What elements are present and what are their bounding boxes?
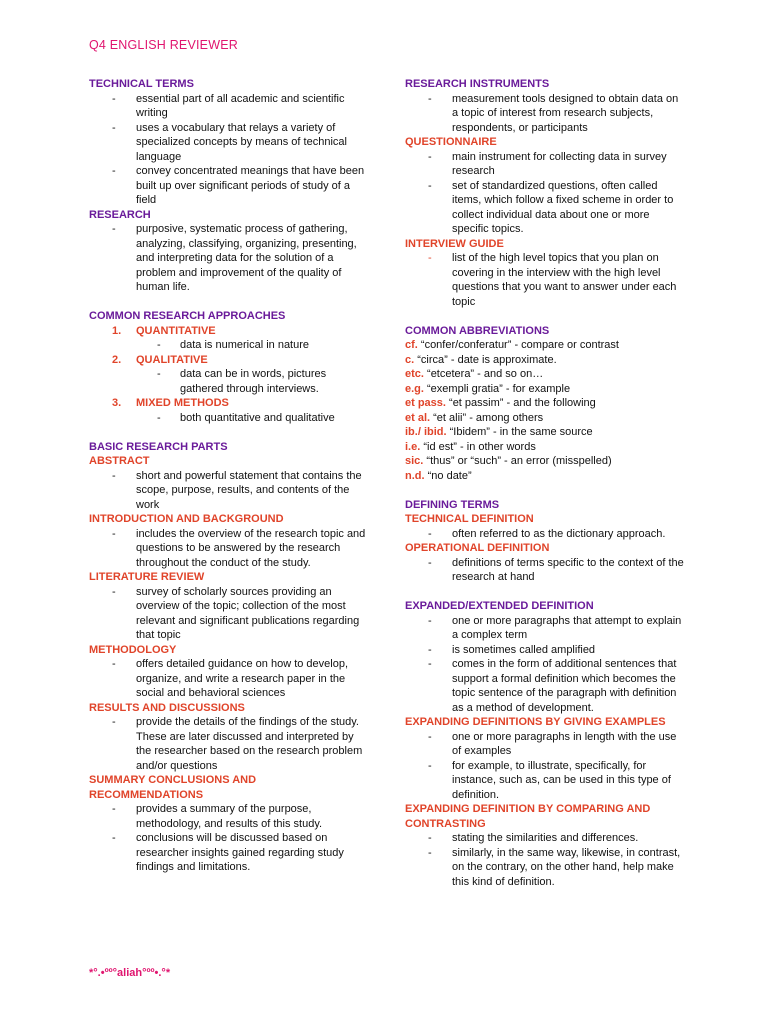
list-item: - convey concentrated meanings that have been built up over significant periods of study of a field — [89, 164, 369, 208]
list-item: - one or more paragraphs in length with the use of examples — [405, 730, 685, 759]
approach-item — [89, 324, 369, 353]
list-item: - essential part of all academic and scientific writing — [89, 92, 369, 121]
approach-item — [89, 353, 369, 397]
list-item: - uses a vocabulary that relays a variety of specialized concepts by means of technical language — [89, 121, 369, 165]
list-item: - is sometimes called amplified — [405, 643, 685, 658]
abbreviation-desc: “confer/conferatur” - compare or contrast — [417, 339, 619, 351]
abbreviation-term: et pass. — [405, 397, 446, 409]
list-item: - list of the high level topics that you plan on covering in the interview with the high level questions that you want to answer under each topic — [405, 251, 685, 309]
list-item: - conclusions will be discussed based on researcher insights gained regarding study findings and limitations. — [89, 831, 369, 875]
heading-literature-review: LITERATURE REVIEW — [89, 571, 205, 583]
abbreviation-row — [405, 454, 685, 469]
heading-giving-examples: EXPANDING DEFINITIONS BY GIVING EXAMPLES — [405, 716, 666, 728]
list-item: - measurement tools designed to obtain data on a topic of interest from research subjects, respondents, or participants — [405, 92, 685, 136]
heading-research-approaches: COMMON RESEARCH APPROACHES — [89, 310, 286, 322]
approach-label: QUALITATIVE — [136, 353, 208, 366]
technical-terms-list — [89, 92, 369, 208]
heading-summary: SUMMARY CONCLUSIONS AND RECOMMENDATIONS — [89, 774, 257, 801]
heading-questionnaire: QUESTIONNAIRE — [405, 136, 497, 148]
abbreviation-desc: “et passim” - and the following — [445, 397, 596, 409]
abbreviation-desc: “exempli gratia” - for example — [423, 382, 571, 395]
abbreviation-row — [405, 353, 685, 368]
list-item: - stating the similarities and differences. — [405, 831, 685, 846]
abbreviation-term: e.g. — [405, 382, 424, 395]
list-item: - data can be in words, pictures gathered through interviews. — [89, 367, 369, 396]
heading-comparing-contrasting: EXPANDING DEFINITION BY COMPARING AND CONTRASTING — [405, 803, 651, 830]
page-title: Q4 ENGLISH REVIEWER — [89, 38, 238, 52]
abbreviation-desc: “circa” - date is approximate. — [414, 353, 557, 366]
abbreviation-term: et al. — [405, 411, 431, 424]
abbreviation-row — [405, 425, 685, 440]
abbreviation-term: n.d. — [405, 469, 425, 482]
abbreviation-desc: “Ibidem” - in the same source — [446, 426, 593, 438]
abbreviation-row — [405, 440, 685, 455]
list-item: - provide the details of the findings of the study. These are later discussed and interpreted by the researcher based on the research problem and/or questions — [89, 715, 369, 773]
list-item: - purposive, systematic process of gathering, analyzing, classifying, organizing, presenting, and interpreting data for the solution of a problem and improvement of the quality of human life. — [89, 222, 369, 295]
abbreviation-term: etc. — [405, 368, 424, 380]
list-item: - definitions of terms specific to the context of the research at hand — [405, 556, 685, 585]
heading-technical-terms: TECHNICAL TERMS — [89, 78, 194, 90]
list-item: - main instrument for collecting data in survey research — [405, 150, 685, 179]
footer-signature: *°.•ºº°aliah°ºº•.°* — [89, 967, 171, 979]
list-item: - data is numerical in nature — [89, 338, 369, 353]
list-item: - offers detailed guidance on how to develop, organize, and write a research paper in the social and behavioral sciences — [89, 657, 369, 701]
abbreviation-desc: “et alii” - among others — [430, 411, 544, 424]
right-column — [405, 77, 685, 889]
approaches-list — [89, 324, 369, 426]
list-item: - often referred to as the dictionary approach. — [405, 527, 685, 542]
heading-basic-research-parts: BASIC RESEARCH PARTS — [89, 440, 228, 453]
heading-research-instruments: RESEARCH INSTRUMENTS — [405, 78, 550, 90]
list-item: - survey of scholarly sources providing an overview of the topic; collection of the most relevant and significant publications regarding that topic — [89, 585, 369, 643]
left-column — [89, 77, 369, 875]
abbreviation-desc: “etcetera” - and so on… — [423, 368, 544, 380]
abbreviation-term: cf. — [405, 339, 418, 351]
heading-common-abbreviations: COMMON ABBREVIATIONS — [405, 324, 550, 337]
heading-abstract: ABSTRACT — [89, 455, 150, 467]
approach-number: 1. — [112, 324, 122, 337]
abbreviation-desc: “thus” or “such” - an error (misspelled) — [423, 455, 612, 467]
abbreviation-row — [405, 469, 685, 484]
abbreviation-row — [405, 411, 685, 426]
list-item: - comes in the form of additional sentences that support a formal definition which becomes the topic sentence of the paragraph with definition as a method of development. — [405, 657, 685, 715]
heading-operational-definition: OPERATIONAL DEFINITION — [405, 542, 550, 554]
heading-expanded-definition: EXPANDED/EXTENDED DEFINITION — [405, 600, 594, 612]
heading-research: RESEARCH — [89, 208, 151, 221]
heading-introduction: INTRODUCTION AND BACKGROUND — [89, 513, 284, 525]
heading-interview-guide: INTERVIEW GUIDE — [405, 237, 504, 250]
approach-number: 2. — [112, 353, 122, 366]
abbreviation-row — [405, 396, 685, 411]
abbreviation-term: i.e. — [405, 440, 421, 453]
approach-number: 3. — [112, 397, 122, 409]
list-item: - similarly, in the same way, likewise, in contrast, on the contrary, on the other hand, help make this kind of definition. — [405, 846, 685, 890]
list-item: - short and powerful statement that contains the scope, purpose, results, and contents of the work — [89, 469, 369, 513]
list-item: - provides a summary of the purpose, methodology, and results of this study. — [89, 802, 369, 831]
abbreviation-row — [405, 338, 685, 353]
abbreviation-term: sic. — [405, 455, 424, 467]
heading-results: RESULTS AND DISCUSSIONS — [89, 701, 245, 714]
approach-label: MIXED METHODS — [136, 397, 229, 409]
heading-methodology: METHODOLOGY — [89, 643, 177, 656]
abbreviation-desc: “id est” - in other words — [420, 440, 536, 453]
list-item: - one or more paragraphs that attempt to explain a complex term — [405, 614, 685, 643]
research-list — [89, 222, 369, 295]
abbreviation-row — [405, 367, 685, 382]
list-item: - includes the overview of the research topic and questions to be answered by the research throughout the conduct of the study. — [89, 527, 369, 571]
approach-item — [89, 396, 369, 425]
list-item: - for example, to illustrate, specifically, for instance, such as, can be used in this type of definition. — [405, 759, 685, 803]
list-item: - both quantitative and qualitative — [89, 411, 369, 426]
heading-technical-definition: TECHNICAL DEFINITION — [405, 513, 534, 525]
heading-defining-terms: DEFINING TERMS — [405, 498, 500, 511]
abbreviation-row — [405, 382, 685, 397]
list-item: - set of standardized questions, often called items, which follow a fixed scheme in order to collect individual data about one or more specific topics. — [405, 179, 685, 237]
abbreviation-desc: “no date” — [424, 469, 472, 482]
approach-label: QUANTITATIVE — [136, 324, 216, 337]
abbreviation-term: c. — [405, 353, 415, 366]
abbreviation-term: ib./ ibid. — [405, 426, 447, 438]
